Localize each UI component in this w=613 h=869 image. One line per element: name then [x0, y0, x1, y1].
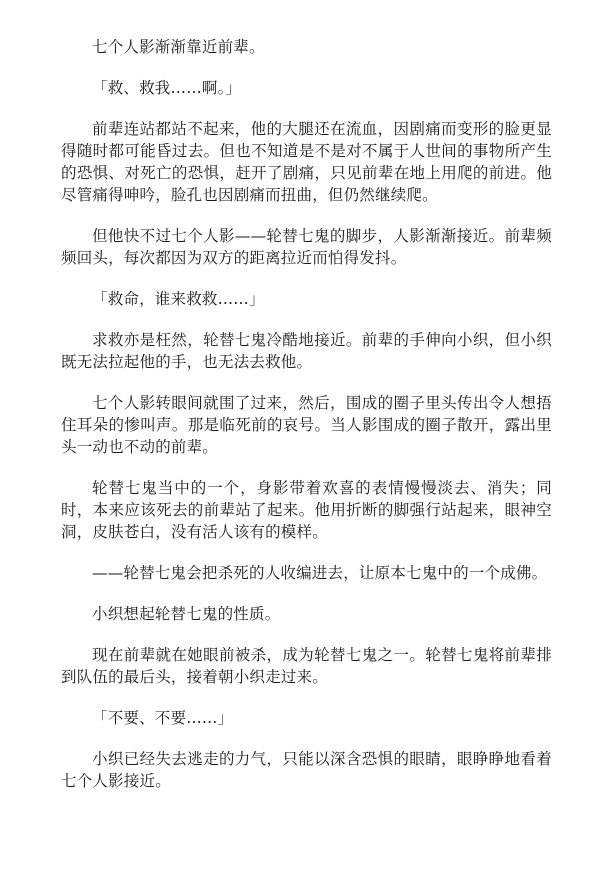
paragraph: 小织已经失去逃走的力气，只能以深含恐惧的眼睛，眼睁睁地看着七个人影接近。: [61, 750, 552, 790]
paragraph: 「救、救我……啊。」: [92, 79, 242, 97]
paragraph: 轮替七鬼当中的一个，身影带着欢喜的表情慢慢淡去、消失；同时，本来应该死去的前辈站了起来。他用折断的脚强行站起来，眼神空洞，皮肤苍白，没有活人该有的模样。: [61, 479, 552, 541]
paragraph: 「救命，谁来救救……」: [92, 290, 265, 308]
paragraph: ——轮替七鬼会把杀死的人收编进去，让原本七鬼中的一个成佛。: [92, 564, 548, 582]
paragraph: 「不要、不要……」: [92, 709, 234, 727]
paragraph: 七个人影转眼间就围了过来，然后，围成的圈子里头传出令人想捂住耳朵的惨叫声。那是临死前的哀号。当人影围成的圈子散开，露出里头一动也不动的前辈。: [61, 394, 552, 456]
paragraph: 现在前辈就在她眼前被杀，成为轮替七鬼之一。轮替七鬼将前辈排到队伍的最后头，接着朝小织走过来。: [61, 646, 552, 686]
paragraph: 小织想起轮替七鬼的性质。: [92, 605, 281, 623]
paragraph: 七个人影渐渐靠近前辈。: [92, 38, 265, 56]
paragraph: 前辈连站都站不起来，他的大腿还在流血，因剧痛而变形的脸更显得随时都可能昏过去。但也不知道是不是对不属于人世间的事物所产生的恐惧、对死亡的恐惧，赶开了剧痛，只见前辈在地上用爬的前进。他尽管痛得呻吟，脸孔也因剧痛而扭曲，但仍然继续爬。: [61, 120, 552, 204]
paragraph: 求救亦是枉然，轮替七鬼冷酷地接近。前辈的手伸向小织，但小织既无法拉起他的手，也无法去救他。: [61, 331, 552, 371]
paragraph: 但他快不过七个人影——轮替七鬼的脚步，人影渐渐接近。前辈频频回头，每次都因为双方的距离拉近而怕得发抖。: [61, 227, 552, 267]
